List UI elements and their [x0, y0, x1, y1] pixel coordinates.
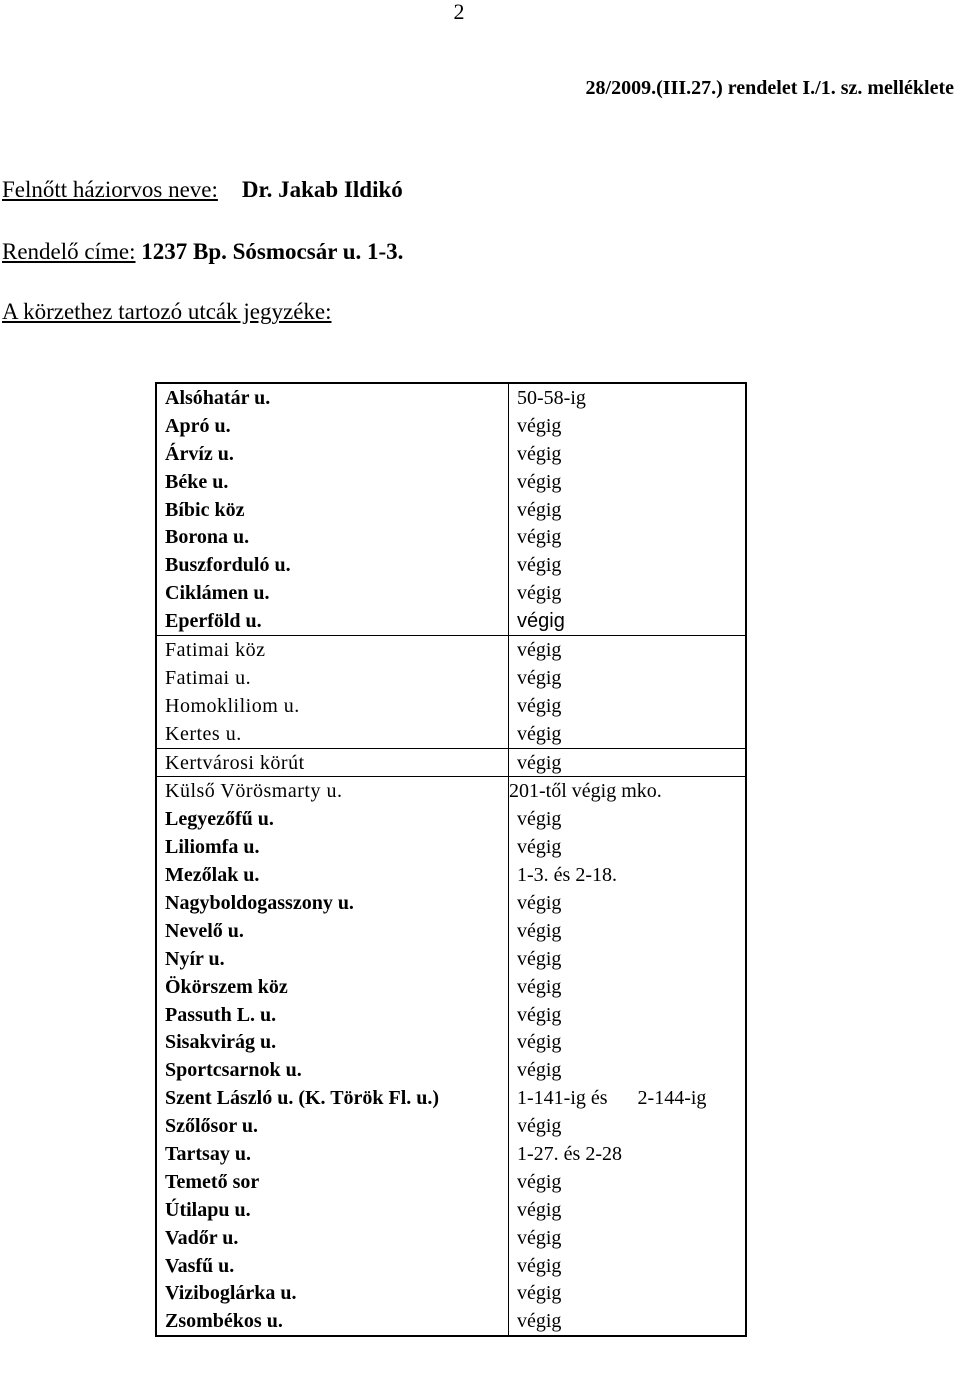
street-name: Béke u. — [156, 468, 509, 496]
street-range — [509, 889, 747, 917]
table-row — [156, 861, 746, 889]
street-name: Homokliliom u. — [156, 692, 509, 720]
street-name: Szent László u. (K. Török Fl. u.) — [156, 1084, 509, 1112]
street-range-text: végig — [517, 947, 562, 970]
table-row — [156, 720, 746, 748]
table-row — [156, 607, 746, 635]
street-range — [509, 579, 747, 607]
street-name: Tartsay u. — [156, 1140, 509, 1168]
street-range-text: végig — [517, 666, 562, 689]
street-range — [509, 973, 747, 1001]
street-range-text: 1-27. és 2-28 — [517, 1142, 622, 1165]
doctor-line — [2, 176, 403, 204]
table-row — [156, 777, 746, 805]
street-name: Sportcsarnok u. — [156, 1056, 509, 1084]
street-name: Árvíz u. — [156, 440, 509, 468]
street-range — [509, 1307, 747, 1336]
table-row — [156, 383, 746, 412]
street-range — [509, 917, 747, 945]
street-name: Liliomfa u. — [156, 833, 509, 861]
table-row — [156, 805, 746, 833]
street-range — [509, 523, 747, 551]
street-range — [509, 1252, 747, 1280]
street-range — [509, 383, 747, 412]
street-range-text: végig — [517, 554, 562, 577]
table-row — [156, 1056, 746, 1084]
street-range — [509, 1140, 747, 1168]
street-range — [509, 412, 747, 440]
table-row — [156, 523, 746, 551]
address-line — [2, 238, 403, 266]
street-range-text: végig — [517, 414, 562, 437]
street-name: Legyezőfű u. — [156, 805, 509, 833]
street-range-text: 1-141-ig és — [517, 1087, 608, 1110]
street-range-text: végig — [517, 582, 562, 605]
street-range — [509, 664, 747, 692]
street-range-text: végig — [517, 610, 565, 633]
street-range — [509, 496, 747, 524]
street-range-text: végig — [517, 891, 562, 914]
street-range-text: végig — [517, 1310, 562, 1333]
table-row — [156, 1140, 746, 1168]
street-name: Ökörszem köz — [156, 973, 509, 1001]
page-number: 2 — [453, 0, 465, 24]
street-range — [509, 720, 747, 748]
street-range — [509, 1168, 747, 1196]
street-name: Buszforduló u. — [156, 551, 509, 579]
street-range — [509, 440, 747, 468]
table-row — [156, 692, 746, 720]
table-row — [156, 551, 746, 579]
table-row — [156, 1001, 746, 1029]
street-name: Temető sor — [156, 1168, 509, 1196]
street-range — [509, 1280, 747, 1308]
address-label: Rendelő címe: — [2, 239, 136, 264]
street-range-text: végig — [517, 526, 562, 549]
table-row — [156, 664, 746, 692]
table-row — [156, 833, 746, 861]
street-name: Borona u. — [156, 523, 509, 551]
street-range — [509, 945, 747, 973]
street-range-text: végig — [517, 470, 562, 493]
street-range — [509, 777, 747, 805]
doctor-label: Felnőtt háziorvos neve: — [2, 177, 218, 202]
table-row — [156, 1307, 746, 1336]
street-range — [509, 1028, 747, 1056]
table-row — [156, 1112, 746, 1140]
address-value: 1237 Bp. Sósmocsár u. 1-3. — [141, 239, 404, 264]
street-range — [509, 551, 747, 579]
street-list-title-text: A körzethez tartozó utcák jegyzéke: — [2, 299, 332, 324]
street-range-text: végig — [517, 1226, 562, 1249]
street-range-text: 1-3. és 2-18. — [517, 864, 617, 887]
street-range — [509, 468, 747, 496]
street-name: Fatimai köz — [156, 636, 509, 664]
table-row — [156, 1252, 746, 1280]
table-row — [156, 1168, 746, 1196]
street-range — [509, 861, 747, 889]
street-range — [509, 1056, 747, 1084]
street-name: Alsóhatár u. — [156, 383, 509, 412]
street-name: Apró u. — [156, 412, 509, 440]
street-range-text: végig — [517, 1282, 562, 1305]
table-row — [156, 917, 746, 945]
street-name: Szőlősor u. — [156, 1112, 509, 1140]
table-row — [156, 468, 746, 496]
street-name: Kertvárosi körút — [156, 748, 509, 777]
street-range — [509, 1084, 747, 1112]
street-range-text: végig — [517, 442, 562, 465]
street-range-text: végig — [517, 808, 562, 831]
street-range-text: 201-től végig mko. — [509, 780, 662, 803]
doctor-name: Dr. Jakab Ildikó — [241, 177, 403, 202]
table-row — [156, 1224, 746, 1252]
table-row — [156, 1084, 746, 1112]
table-row — [156, 748, 746, 777]
street-name: Fatimai u. — [156, 664, 509, 692]
street-table-body — [156, 383, 746, 1336]
street-range — [509, 833, 747, 861]
table-row — [156, 1280, 746, 1308]
street-range — [509, 748, 747, 777]
street-range — [509, 1196, 747, 1224]
table-row — [156, 973, 746, 1001]
street-name: Passuth L. u. — [156, 1001, 509, 1029]
street-name: Vadőr u. — [156, 1224, 509, 1252]
table-row — [156, 1196, 746, 1224]
street-range-text: végig — [517, 722, 562, 745]
street-range-text: végig — [517, 498, 562, 521]
street-range-text: 50-58-ig — [517, 386, 586, 409]
street-range — [509, 805, 747, 833]
street-range-text: végig — [517, 1115, 562, 1138]
street-range-text: végig — [517, 1003, 562, 1026]
street-range-text: végig — [517, 1170, 562, 1193]
street-range — [509, 1224, 747, 1252]
table-row — [156, 889, 746, 917]
street-name: Eperföld u. — [156, 607, 509, 635]
street-range-text: végig — [517, 638, 562, 661]
street-name: Vasfű u. — [156, 1252, 509, 1280]
street-name: Kertes u. — [156, 720, 509, 748]
street-range — [509, 607, 747, 635]
street-range — [509, 636, 747, 664]
street-range-text: végig — [517, 1254, 562, 1277]
street-range-text: végig — [517, 975, 562, 998]
street-range-text: végig — [517, 1031, 562, 1054]
street-name: Mezőlak u. — [156, 861, 509, 889]
street-name: Nevelő u. — [156, 917, 509, 945]
street-table — [155, 382, 747, 1337]
street-name: Nyír u. — [156, 945, 509, 973]
street-name: Viziboglárka u. — [156, 1280, 509, 1308]
street-range-extra: 2-144-ig — [637, 1087, 707, 1110]
street-name: Zsombékos u. — [156, 1307, 509, 1336]
table-row — [156, 636, 746, 664]
street-range-text: végig — [517, 751, 562, 774]
street-name: Sisakvirág u. — [156, 1028, 509, 1056]
street-name: Ciklámen u. — [156, 579, 509, 607]
table-row — [156, 440, 746, 468]
street-list-title — [2, 298, 332, 326]
street-name: Bíbic köz — [156, 496, 509, 524]
street-name: Útilapu u. — [156, 1196, 509, 1224]
street-range-text: végig — [517, 1059, 562, 1082]
street-range-text: végig — [517, 694, 562, 717]
street-range — [509, 1112, 747, 1140]
street-name: Külső Vörösmarty u. — [156, 777, 509, 805]
decree-reference: 28/2009.(III.27.) rendelet I./1. sz. melléklete — [585, 77, 954, 99]
street-range-text: végig — [517, 1198, 562, 1221]
table-row — [156, 579, 746, 607]
table-row — [156, 945, 746, 973]
street-range-text: végig — [517, 919, 562, 942]
street-name: Nagyboldogasszony u. — [156, 889, 509, 917]
table-row — [156, 412, 746, 440]
street-range-text: végig — [517, 836, 562, 859]
table-row — [156, 1028, 746, 1056]
table-row — [156, 496, 746, 524]
street-range — [509, 1001, 747, 1029]
street-range — [509, 692, 747, 720]
